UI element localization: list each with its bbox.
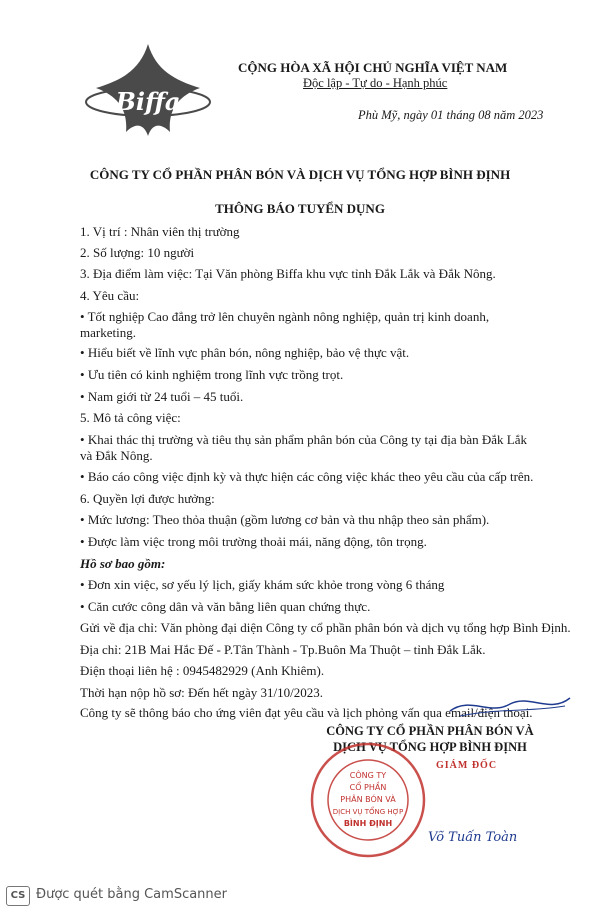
nation-title: CỘNG HÒA XÃ HỘI CHỦ NGHĨA VIỆT NAM [238,60,508,75]
item-quantity: 2. Số lượng: 10 người [80,245,195,260]
camscanner-icon: CS [6,886,30,906]
logo-text: Biffa [115,87,181,116]
req-education-cont: marketing. [80,325,136,340]
duty-market-cont: và Đắk Nông. [80,448,153,463]
motto: Độc lập - Tự do - Hạnh phúc [303,76,448,90]
item-benefits: 6. Quyền lợi được hưởng: [80,491,215,506]
item-location: 3. Địa điểm làm việc: Tại Văn phòng Biffa khu vực tỉnh Đắk Lắk và Đắk Nông. [80,266,496,281]
company-name: CÔNG TY CỔ PHẦN PHÂN BÓN VÀ DỊCH VỤ TỔNG HỢP BÌNH ĐỊNH [89,167,511,182]
stamp-line-2: CỔ PHẦN [349,783,387,792]
duty-report: • Báo cáo công việc định kỳ và thực hiện các công việc khác theo yêu cầu của cấp trên. [80,469,533,485]
req-education: • Tốt nghiệp Cao đẳng trở lên chuyên ngành nông nghiệp, quản trị kinh doanh, [80,309,489,325]
req-age: • Nam giới từ 24 tuổi – 45 tuổi. [80,389,243,405]
item-requirements: 4. Yêu cầu: [80,288,140,303]
sign-company-line2: DỊCH VỤ TỔNG HỢP BÌNH ĐỊNH [333,740,527,754]
dossier-id: • Căn cước công dân và văn bằng liên quan chứng thực. [80,599,370,615]
signer-name: Võ Tuấn Toàn [428,830,518,845]
stamp-line-5: BÌNH ĐỊNH [343,819,393,828]
phone: Điện thoại liên hệ : 0945482929 (Anh Khiêm). [80,663,325,678]
send-address: Gửi về địa chỉ: Văn phòng đại diện Công ty cổ phần phân bón và dịch vụ tổng hợp Bình Định. [80,620,571,635]
dossier-heading: Hồ sơ bao gồm: [80,556,166,571]
req-knowledge: • Hiểu biết về lĩnh vực phân bón, nông nghiệp, bảo vệ thực vật. [80,345,409,361]
sign-company-line1: CÔNG TY CỔ PHẦN PHÂN BÓN VÀ [326,724,534,738]
duty-market: • Khai thác thị trường và tiêu thụ sản phẩm phân bón của Công ty tại địa bàn Đắk Lắk [80,432,527,448]
item-position: 1. Vị trí : Nhân viên thị trường [80,224,240,239]
benefit-environment: • Được làm việc trong môi trường thoải mái, năng động, tôn trọng. [80,534,427,550]
notification: Công ty sẽ thông báo cho ứng viên đạt yêu cầu và lịch phỏng vấn qua email/điện thoại. [80,705,533,720]
stamp-line-3: PHÂN BÓN VÀ [340,795,396,804]
notice-title: THÔNG BÁO TUYỂN DỤNG [215,201,385,216]
address: Địa chỉ: 21B Mai Hắc Đế - P.Tân Thành - Tp.Buôn Ma Thuột – tỉnh Đắk Lắk. [80,642,486,657]
req-experience: • Ưu tiên có kinh nghiệm trong lĩnh vực trồng trọt. [80,367,343,383]
company-stamp [308,740,428,860]
stamp-line-1: CÔNG TY [349,771,387,780]
scanner-footer [0,880,600,913]
date-line: Phù Mỹ, ngày 01 tháng 08 năm 2023 [358,108,544,122]
scanner-text: Được quét bằng CamScanner [36,887,228,902]
dossier-application: • Đơn xin việc, sơ yếu lý lịch, giấy khám sức khỏe trong vòng 6 tháng [80,577,444,593]
biffa-logo [78,40,218,160]
signature-scribble [440,686,580,726]
director-title: GIÁM ĐỐC [436,760,498,771]
stamp-line-4: DỊCH VỤ TỔNG HỢP [332,808,404,816]
deadline: Thời hạn nộp hồ sơ: Đến hết ngày 31/10/2023. [80,685,324,700]
item-job-description: 5. Mô tả công việc: [80,410,181,425]
benefit-salary: • Mức lương: Theo thỏa thuận (gồm lương cơ bản và thu nhập theo sản phẩm). [80,512,489,528]
